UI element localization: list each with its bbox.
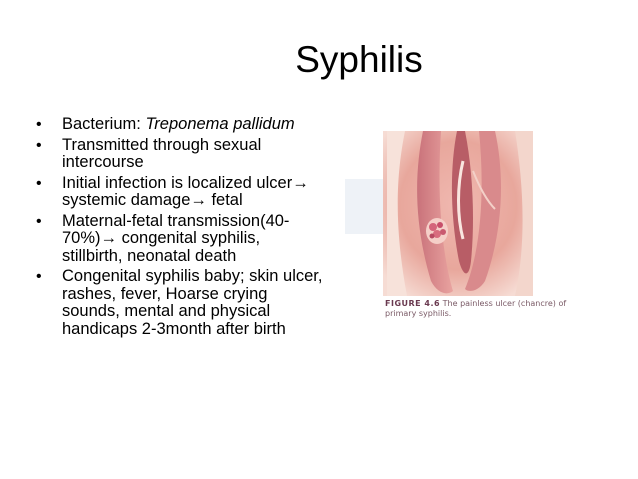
bullet-text: Initial infection is localized ulcer→ systemic damage→ fetal bbox=[62, 173, 309, 209]
chancre-lesion bbox=[426, 218, 448, 244]
slide-title: Syphilis bbox=[295, 39, 423, 80]
caption-text: The painless ulcer (chancre) of primary syphilis. bbox=[385, 299, 567, 318]
caption-label: FIGURE 4.6 bbox=[385, 299, 441, 308]
bullet-marker: • bbox=[36, 174, 42, 192]
bullet-item bbox=[34, 137, 324, 172]
chancre-illustration bbox=[345, 131, 595, 296]
bullet-marker: • bbox=[36, 268, 42, 285]
bullet-item bbox=[34, 213, 324, 266]
bullet-marker: • bbox=[36, 136, 42, 154]
figure-caption bbox=[385, 299, 595, 319]
bullet-marker: • bbox=[36, 116, 42, 133]
bullet-text: Transmitted through sexual intercourse bbox=[62, 135, 262, 171]
bullet-marker: • bbox=[36, 212, 42, 230]
bullet-item bbox=[34, 116, 324, 134]
bullet-text: Bacterium: bbox=[62, 115, 146, 133]
bullet-item bbox=[34, 268, 324, 338]
bullet-text-italic: Treponema pallidum bbox=[145, 115, 295, 133]
bullet-text: Congenital syphilis baby; skin ulcer, rashes, fever, Hoarse crying sounds, mental and physical handicaps 2-3month after birth bbox=[62, 267, 323, 338]
bullet-text: Maternal-fetal transmission(40-70%)→ congenital syphilis, stillbirth, neonatal death bbox=[62, 211, 290, 265]
bullet-list bbox=[34, 116, 324, 341]
chancre-figure bbox=[345, 131, 595, 331]
bullet-item bbox=[34, 175, 324, 210]
